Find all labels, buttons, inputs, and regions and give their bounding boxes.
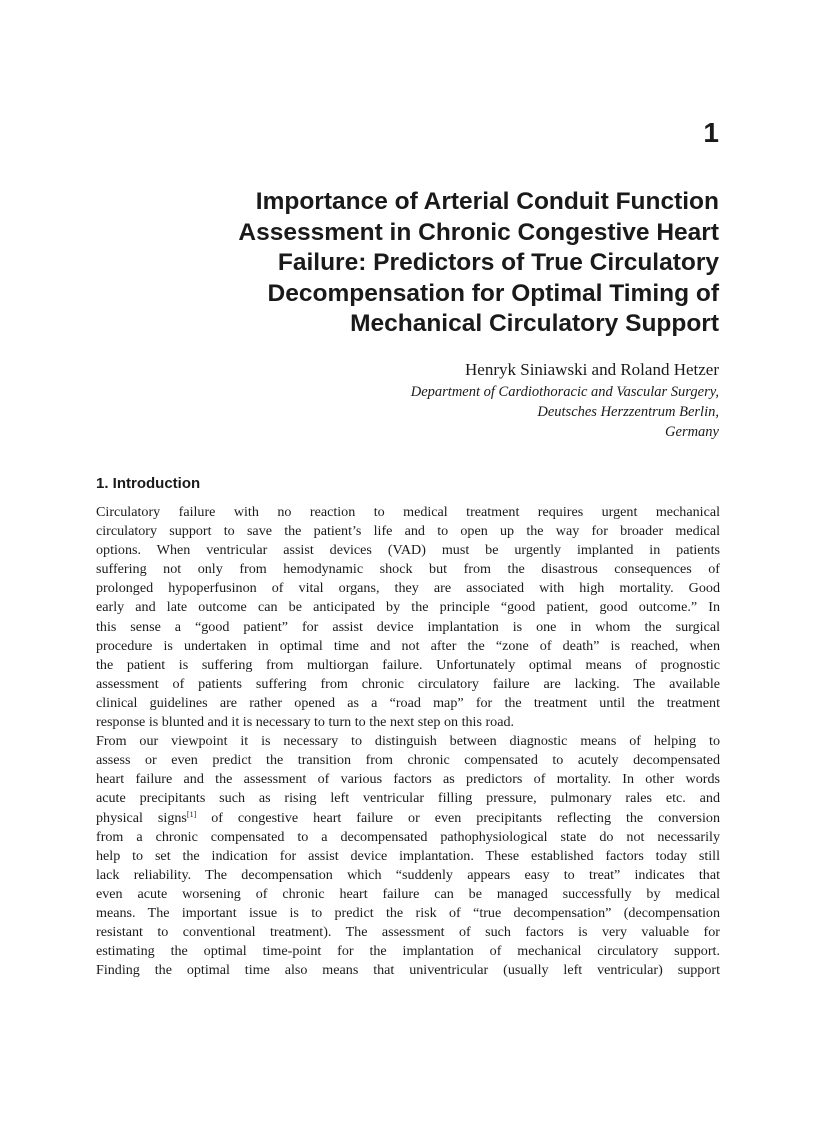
text-fragment: physical signs: [96, 809, 187, 826]
affiliation-line: Deutsches Herzzentrum Berlin,: [537, 404, 719, 420]
chapter-title-line: Importance of Arterial Conduit Function: [255, 188, 719, 215]
text-line: Circulatory failure with no reaction to medical treatment requires urgent mechanical: [96, 504, 720, 520]
text-line-with-citation: [96, 809, 720, 828]
text-line: the patient is suffering from multiorgan failure. Unfortunately optimal means of prognostic: [96, 656, 720, 673]
chapter-title: [99, 187, 719, 340]
text-line: heart failure and the assessment of various factors as predictors of mortality. In other words: [96, 771, 720, 788]
affiliation-line: Department of Cardiothoracic and Vascular Surgery,: [410, 384, 719, 400]
paragraph-1: [96, 503, 720, 732]
text-line: estimating the optimal time-point for the implantation of mechanical circulatory support.: [96, 943, 720, 960]
text-line: assessment of patients suffering from chronic circulatory failure are lacking. The available: [96, 675, 720, 692]
chapter-title-line: Failure: Predictors of True Circulatory: [277, 249, 719, 276]
text-line: assess or even predict the transition from chronic compensated to acutely decompensated: [96, 752, 720, 769]
text-line: even acute worsening of chronic heart failure can be managed successfully by medical: [96, 885, 720, 902]
text-line: Finding the optimal time also means that univentricular (usually left ventricular) support: [96, 962, 720, 979]
text-line: clinical guidelines are rather opened as a “road map” for the treatment until the treatment: [96, 694, 720, 711]
text-line: procedure is undertaken in optimal time and not after the “zone of death” is reached, when: [96, 637, 720, 654]
text-line: acute precipitants such as rising left ventricular filling pressure, pulmonary rales etc. and: [96, 790, 720, 807]
text-line: From our viewpoint it is necessary to distinguish between diagnostic means of helping to: [96, 733, 720, 750]
text-line: prolonged hypoperfusinon of vital organs, they are associated with high mortality. Good: [96, 580, 720, 597]
text-fragment: of congestive heart failure or even precipitants reflecting the conversion: [196, 809, 720, 826]
body-text: [96, 503, 720, 980]
chapter-title-line: Decompensation for Optimal Timing of: [267, 279, 719, 307]
affiliation: [119, 382, 719, 442]
chapter-number: 1: [703, 117, 719, 148]
byline: [119, 360, 719, 442]
text-line: options. When ventricular assist devices (VAD) must be urgently implanted in patients: [96, 542, 720, 559]
text-line: this sense a “good patient” for assist device implantation is one in whom the surgical: [96, 618, 720, 635]
authors: Henryk Siniawski and Roland Hetzer: [465, 360, 719, 379]
text-line: early and late outcome can be anticipated by the principle “good patient, good outcome.” In: [96, 599, 720, 616]
text-line: suffering not only from hemodynamic shock but from the disastrous consequences of: [96, 561, 720, 578]
citation-ref[interactable]: [1]: [186, 809, 197, 819]
text-line: circulatory support to save the patient’s life and to open up the way for broader medical: [96, 523, 720, 540]
text-line: means. The important issue is to predict the risk of “true decompensation” (decompensation: [96, 904, 720, 921]
text-line: response is blunted and it is necessary to turn to the next step on this road.: [96, 714, 515, 731]
text-line: help to set the indication for assist device implantation. These established factors today still: [96, 847, 720, 864]
section-heading: 1. Introduction: [96, 475, 201, 492]
text-line: lack reliability. The decompensation which “suddenly appears easy to treat” indicates that: [96, 866, 720, 883]
text-line: resistant to conventional treatment). The assessment of such factors is very valuable for: [96, 924, 720, 941]
text-line: from a chronic compensated to a decompensated pathophysiological state do not necessarily: [96, 828, 720, 845]
chapter-title-line: Mechanical Circulatory Support: [350, 310, 719, 337]
chapter-title-line: Assessment in Chronic Congestive Heart: [238, 218, 719, 246]
paragraph-2: [96, 732, 720, 980]
affiliation-line: Germany: [665, 424, 719, 440]
